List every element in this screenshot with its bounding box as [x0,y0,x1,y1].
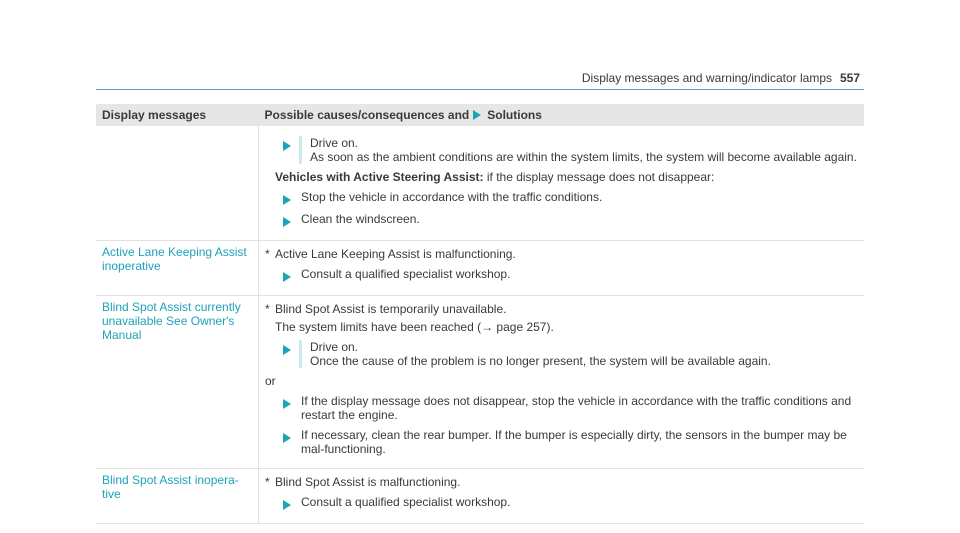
solution-step [283,267,858,283]
triangle-right-icon [283,399,291,409]
triangle-right-icon [283,500,291,510]
solution-cell [259,296,865,469]
table-row [96,126,864,241]
col-header-causes-solutions [259,104,865,126]
table-header-row [96,104,864,126]
step-text: If necessary, clean the rear bumper. If the bumper is especially dirty, the sensors in the bumper may be mal-functioning. [301,428,847,456]
step-text: If the display message does not disappear, stop the vehicle in accordance with the traffic conditions and restart the engine. [301,394,852,422]
display-messages-table [96,104,864,524]
solution-step [283,212,858,228]
limits-text: The system limits have been reached (→ page 257). [275,320,554,334]
message-cell [96,126,259,241]
or-separator: or [265,374,276,388]
triangle-right-icon [283,272,291,282]
triangle-right-icon [283,217,291,227]
solution-cell [259,126,865,241]
note-bold: Vehicles with Active Steering Assist: [275,170,484,184]
solution-cell [259,241,865,296]
col-header-display-messages: Display messages [96,104,259,126]
triangle-right-icon [283,433,291,443]
col-header-prefix: Possible causes/consequences and [264,107,470,122]
step-text: Stop the vehicle in accordance with the traffic conditions. [301,190,603,204]
solution-step [283,190,858,206]
step-text: Consult a qualified specialist workshop. [301,267,511,281]
page-number: 557 [839,71,860,85]
asterisk-marker: * [265,247,270,261]
step-text: Drive on. [310,340,359,354]
note-text: if the display message does not disappear: [483,170,715,184]
page-header-title: Display messages and warning/indicator lamps [581,71,832,85]
table-row [96,296,864,469]
table-row [96,469,864,524]
step-text: Drive on. [310,136,359,150]
triangle-right-icon [283,345,291,355]
cause-text: Active Lane Keeping Assist is malfunctioning. [275,247,516,261]
step-text: Consult a qualified specialist workshop. [301,495,511,509]
asterisk-marker: * [265,475,270,489]
message-cell: Active Lane Keeping Assist inoperative [96,241,259,296]
message-cell: Blind Spot Assist inopera-tive [96,469,259,524]
condition-note [265,170,858,184]
solution-step [283,340,858,368]
triangle-right-icon [283,141,291,151]
asterisk-marker: * [265,302,270,316]
solution-step [283,428,858,456]
solution-step [283,495,858,511]
triangle-right-icon [473,110,481,120]
solution-step [283,136,858,164]
table-row [96,241,864,296]
solution-cell [259,469,865,524]
col-header-suffix: Solutions [487,107,542,122]
message-cell: Blind Spot Assist currently unavailable See Owner's Manual [96,296,259,469]
header-divider [96,89,864,90]
cause-text: Blind Spot Assist is temporarily unavailable. [275,302,507,316]
step-text: Once the cause of the problem is no longer present, the system will be available again. [310,354,771,368]
solution-step [283,394,858,422]
cause-text: Blind Spot Assist is malfunctioning. [275,475,461,489]
triangle-right-icon [283,195,291,205]
step-text: Clean the windscreen. [301,212,420,226]
step-text: As soon as the ambient conditions are within the system limits, the system will become available again. [310,150,857,164]
